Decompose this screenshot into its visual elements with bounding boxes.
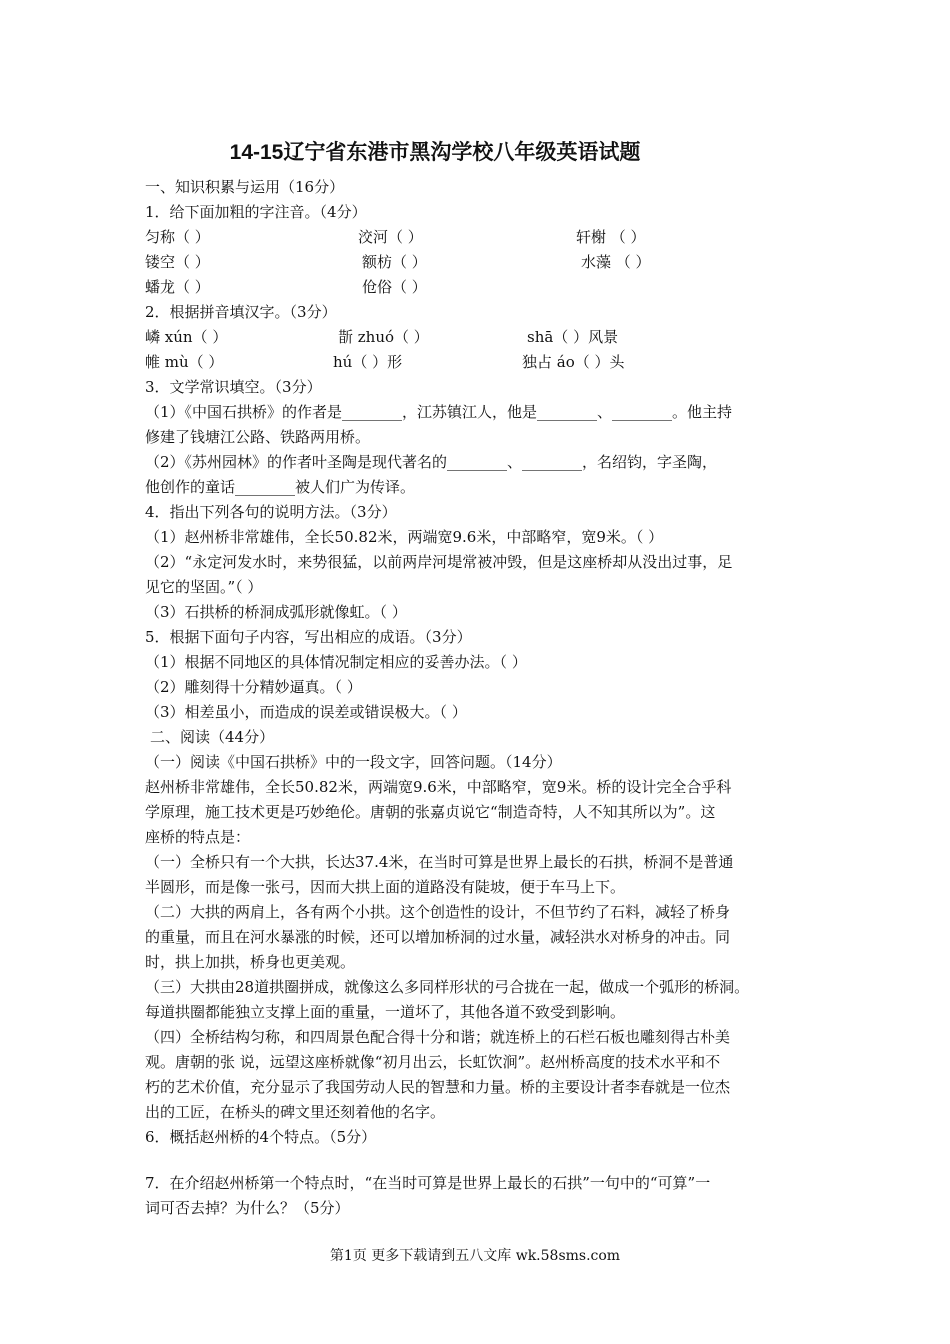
- q1-item: 匀称（ ）: [145, 228, 210, 246]
- reading-1-heading: （一）阅读《中国石拱桥》中的一段文字，回答问题。（14分）: [145, 753, 562, 771]
- passage-line: 观。唐朝的张 说，远望这座桥就像“初月出云，长虹饮涧”。赵州桥高度的技术水平和不: [145, 1053, 721, 1071]
- q3-line: （2）《苏州园林》的作者叶圣陶是现代著名的________、________，名绍钧，字圣陶，: [145, 453, 718, 471]
- passage-line: （二）大拱的两肩上，各有两个小拱。这个创造性的设计，不但节约了石料，减轻了桥身: [145, 903, 731, 921]
- q3-line: 他创作的童话________被人们广为传译。: [145, 478, 416, 496]
- passage-line: 赵州桥非常雄伟，全长50.82米，两端宽9.6米，中部略窄，宽9米。桥的设计完全合乎科: [145, 778, 732, 796]
- passage-line: 的重量，而且在河水暴涨的时候，还可以增加桥洞的过水量，减轻洪水对桥身的冲击。同: [145, 928, 731, 946]
- q2-item: shā（ ）风景: [527, 328, 619, 346]
- page-footer: 第1页 更多下载请到五八文库 wk.58sms.com: [329, 1248, 621, 1264]
- q4-line: （2）“永定河发水时，来势很猛，以前两岸河堤常被冲毁，但是这座桥却从没出过事，足: [145, 553, 733, 571]
- question-4: 4．指出下列各句的说明方法。（3分）: [145, 503, 397, 521]
- question-3: 3．文学常识填空。（3分）: [145, 378, 322, 396]
- q5-line: （2）雕刻得十分精妙逼真。（ ）: [145, 678, 362, 696]
- q1-item: 伧俗（ ）: [362, 278, 427, 296]
- passage-line: 出的工匠，在桥头的碑文里还刻着他的名字。: [145, 1103, 446, 1121]
- passage-line: （三）大拱由28道拱圈拼成，就像这么多同样形状的弓合拢在一起，做成一个弧形的桥洞。: [145, 978, 750, 996]
- q4-line: 见它的坚固。”（ ）: [145, 578, 263, 596]
- question-7-cont: 词可否去掉？为什么？（5分）: [145, 1199, 350, 1217]
- passage-line: 学原理，施工技术更是巧妙绝伦。唐朝的张嘉贞说它“制造奇特，人不知其所以为”。这: [145, 803, 716, 821]
- section-1-heading: 一、知识积累与运用（16分）: [145, 178, 345, 196]
- q4-line: （1）赵州桥非常雄伟，全长50.82米，两端宽9.6米，中部略窄，宽9米。（ ）: [145, 528, 664, 546]
- q2-item: 斮 zhuó（ ）: [338, 328, 429, 346]
- question-6: 6．概括赵州桥的4个特点。（5分）: [145, 1128, 377, 1146]
- passage-line: 每道拱圈都能独立支撑上面的重量，一道坏了，其他各道不致受到影响。: [145, 1003, 626, 1021]
- q5-line: （1）根据不同地区的具体情况制定相应的妥善办法。（ ）: [145, 653, 527, 671]
- q4-line: （3）石拱桥的桥洞成弧形就像虹。（ ）: [145, 603, 407, 621]
- q1-item: 镂空（ ）: [145, 253, 210, 271]
- passage-line: 时，拱上加拱，桥身也更美观。: [145, 953, 356, 971]
- passage-line: （四）全桥结构匀称，和四周景色配合得十分和谐；就连桥上的石栏石板也雕刻得古朴美: [145, 1028, 731, 1046]
- page-title: 14-15辽宁省东港市黑沟学校八年级英语试题: [229, 141, 641, 164]
- passage-line: （一）全桥只有一个大拱，长达37.4米，在当时可算是世界上最长的石拱，桥洞不是普通: [145, 853, 734, 871]
- q5-line: （3）相差虽小，而造成的误差或错误极大。（ ）: [145, 703, 467, 721]
- q2-item: 嶙 xún（ ）: [145, 328, 228, 346]
- section-2-heading: 二、阅读（44分）: [150, 728, 275, 746]
- q1-item: 蟠龙（ ）: [145, 278, 210, 296]
- q2-item: hú（ ）形: [333, 353, 403, 371]
- question-7: 7．在介绍赵州桥第一个特点时，“在当时可算是世界上最长的石拱”一句中的“可算”一: [145, 1174, 711, 1192]
- q2-item: 帷 mù（ ）: [145, 353, 224, 371]
- q2-item: 独占 áo（ ）头: [522, 353, 625, 371]
- passage-line: 座桥的特点是：: [145, 828, 251, 846]
- q3-line: 修建了钱塘江公路、铁路两用桥。: [145, 428, 371, 446]
- q1-item: 额枋（ ）: [362, 253, 427, 271]
- question-2: 2．根据拼音填汉字。（3分）: [145, 303, 337, 321]
- question-5: 5．根据下面句子内容，写出相应的成语。（3分）: [145, 628, 472, 646]
- question-1: 1．给下面加粗的字注音。（4分）: [145, 203, 367, 221]
- q1-item: 轩榭 （ ）: [576, 228, 646, 246]
- q1-item: 洨河（ ）: [358, 228, 423, 246]
- q1-item: 水藻 （ ）: [581, 253, 651, 271]
- passage-line: 朽的艺术价值，充分显示了我国劳动人民的智慧和力量。桥的主要设计者李春就是一位杰: [145, 1078, 731, 1096]
- q3-line: （1）《中国石拱桥》的作者是________，江苏镇江人，他是________、________。他主持: [145, 403, 733, 421]
- passage-line: 半圆形，而是像一张弓，因而大拱上面的道路没有陡坡，便于车马上下。: [145, 878, 626, 896]
